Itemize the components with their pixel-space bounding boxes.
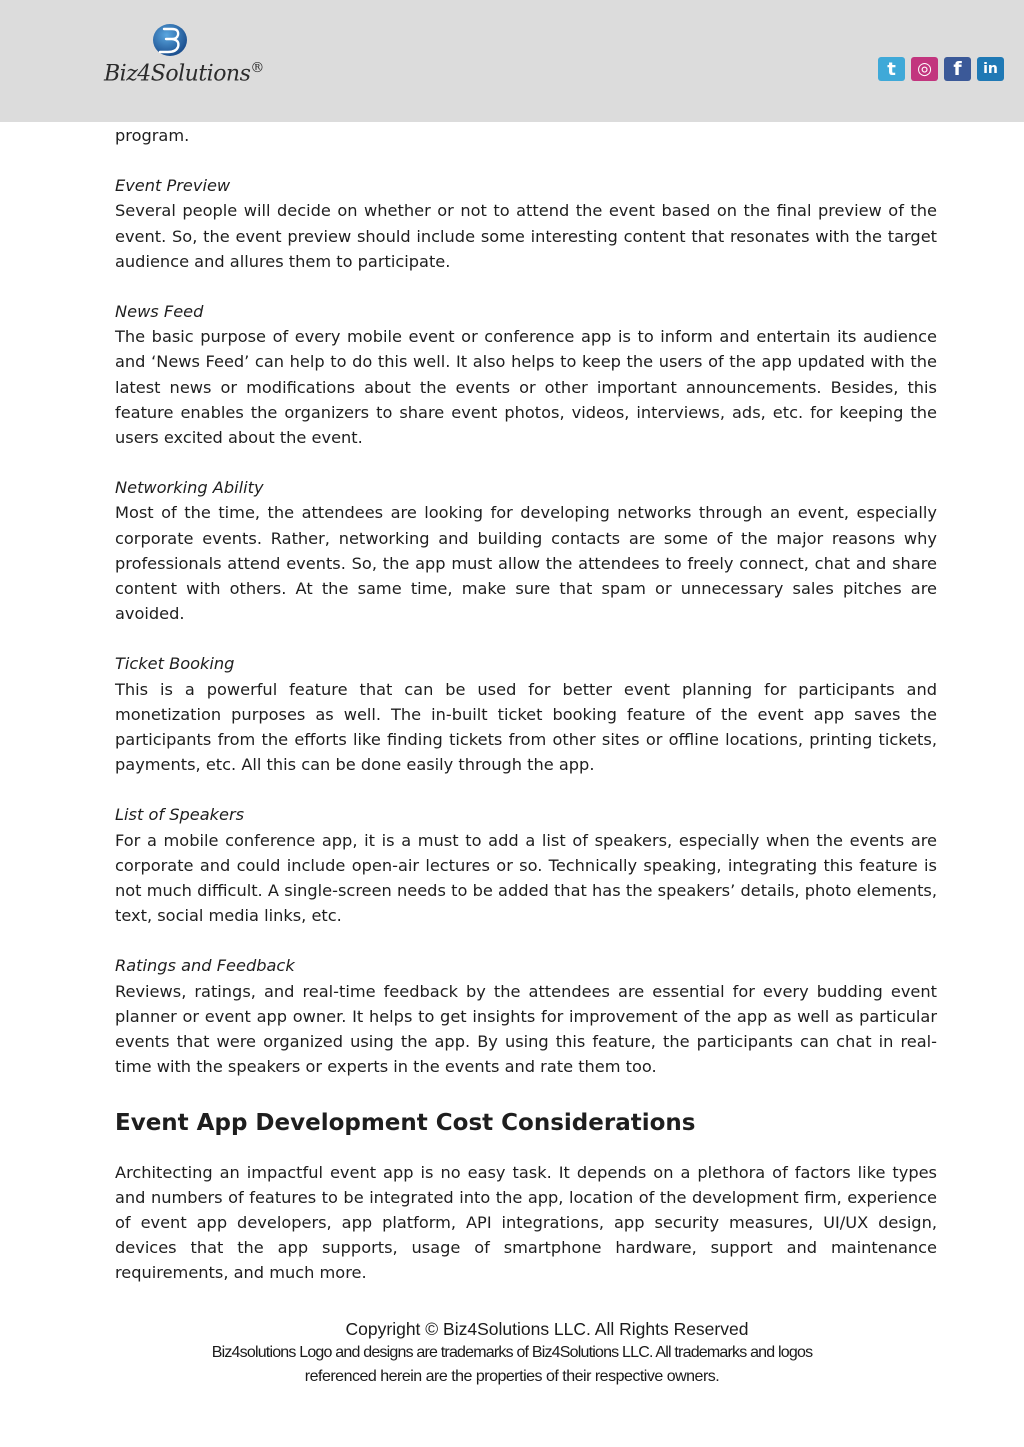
section-title: Networking Ability bbox=[115, 478, 264, 498]
section-body: Several people will decide on whether or not to attend the event based on the final preview of the event. So, the event preview should include some interesting content that resonates with the target audience and allures them to participate. bbox=[115, 201, 937, 271]
section-title: News Feed bbox=[115, 302, 204, 322]
section-title: List of Speakers bbox=[115, 805, 245, 825]
logo-text: Biz4Solutions® bbox=[104, 60, 264, 87]
footer-trademark-line: Biz4solutions Logo and designs are trademarks of Biz4Solutions LLC. All trademarks and logos bbox=[211, 1344, 813, 1361]
twitter-icon[interactable]: t bbox=[878, 57, 905, 81]
section-event-preview bbox=[115, 173, 937, 274]
section-title: Ratings and Feedback bbox=[115, 956, 295, 976]
article-content bbox=[115, 122, 937, 1286]
page-footer bbox=[0, 1317, 1024, 1389]
section-title: Event Preview bbox=[115, 176, 231, 196]
section-body: The basic purpose of every mobile event or conference app is to inform and entertain its audience and ‘News Feed’ can help to do this well. It also helps to keep the users of the app updated with the latest news or modifications about the events or other important announcements. Besides, this feature enables the organizers to share event photos, videos, interviews, ads, etc. for keeping the users excited about the event. bbox=[115, 327, 937, 448]
section-body: This is a powerful feature that can be used for better event planning for participants and monetization purposes as well. The in-built ticket booking feature of the event app saves the participants from the efforts like finding tickets from other sites or offline locations, printing tickets, payments, etc. All this can be done easily through the app. bbox=[115, 679, 937, 775]
section-title: Ticket Booking bbox=[115, 654, 235, 674]
section-body: Most of the time, the attendees are looking for developing networks through an event, especially corporate events. Rather, networking and building contacts are some of the major reasons why professionals attend events. So, the app must allow the attendees to freely connect, chat and share content with others. At the same time, make sure that spam or unnecessary sales pitches are avoided. bbox=[115, 503, 937, 624]
section-networking-ability bbox=[115, 475, 937, 626]
section-heading: Event App Development Cost Considerations bbox=[115, 1109, 696, 1136]
lead-text: program. bbox=[115, 126, 190, 145]
facebook-icon[interactable]: f bbox=[944, 57, 971, 81]
registered-mark: ® bbox=[250, 60, 264, 76]
section-ticket-booking bbox=[115, 651, 937, 777]
instagram-icon[interactable]: ◎ bbox=[911, 57, 938, 81]
section-news-feed bbox=[115, 299, 937, 450]
section-list-of-speakers bbox=[115, 802, 937, 928]
logo-mark-icon bbox=[150, 22, 194, 62]
company-logo[interactable] bbox=[104, 22, 274, 94]
section-body: For a mobile conference app, it is a must to add a list of speakers, especially when the events are corporate and could include open-air lectures or so. Technically speaking, integrating this feature is not much difficult. A single-screen needs to be added that has the speakers’ details, photo elements, text, social media links, etc. bbox=[115, 830, 937, 926]
footer-copyright: Copyright © Biz4Solutions LLC. All Rights Reserved bbox=[345, 1319, 749, 1339]
page-header bbox=[0, 0, 1024, 122]
section-body: Reviews, ratings, and real-time feedback by the attendees are essential for every budding event planner or event app owner. It helps to get insights for improvement of the app as well as particular events that were organized using the app. By using this feature, the participants can chat in real-time with the speakers or experts in the events and rate them too. bbox=[115, 981, 937, 1077]
footer-trademark-line-2: referenced herein are the properties of their respective owners. bbox=[304, 1368, 720, 1385]
section-ratings-feedback bbox=[115, 953, 937, 1079]
closing-paragraph: Architecting an impactful event app is no easy task. It depends on a plethora of factors like types and numbers of features to be integrated into the app, location of the development firm, experience of event app developers, app platform, API integrations, app security measures, UI/UX design, devices that the app supports, usage of smartphone hardware, support and maintenance requirements, and much more. bbox=[115, 1162, 937, 1283]
linkedin-icon[interactable]: in bbox=[977, 57, 1004, 81]
